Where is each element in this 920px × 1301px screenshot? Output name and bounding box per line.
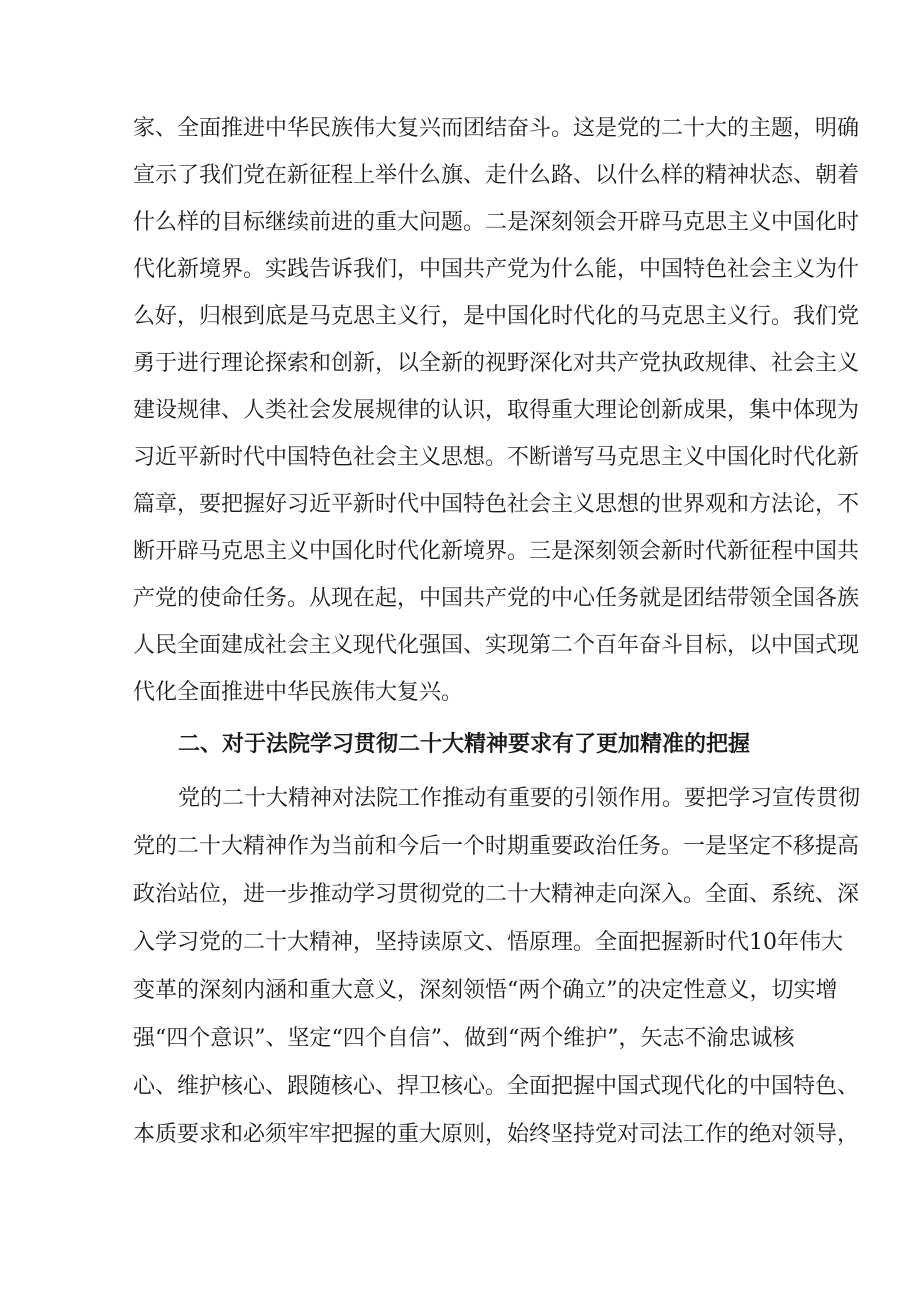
body-text-line: 变革的深刻内涵和重大意义，深刻领悟“两个确立”的决定性意义，切实增 <box>133 978 838 1003</box>
section-heading: 二、对于法院学习贯彻二十大精神要求有了更加精准的把握 <box>178 732 751 757</box>
body-text-line: 勇于进行理论探索和创新，以全新的视野深化对共产党执政规律、社会主义 <box>133 351 860 376</box>
body-text-line: 党的二十大精神对法院工作推动有重要的引领作用。要把学习宣传贯彻 <box>178 786 861 811</box>
body-text-line: 代化新境界。实践告诉我们，中国共产党为什么能，中国特色社会主义为什 <box>133 257 860 282</box>
body-text-line: 产党的使命任务。从现在起，中国共产党的中心任务就是团结带领全国各族 <box>133 586 860 611</box>
body-text-line: 代化全面推进中华民族伟大复兴。 <box>133 680 464 705</box>
body-text-line: 心、维护核心、跟随核心、捍卫核心。全面把握中国式现代化的中国特色、 <box>133 1074 860 1099</box>
body-text-line: 建设规律、人类社会发展规律的认识，取得重大理论创新成果，集中体现为 <box>133 398 860 423</box>
body-text-line: 么好，归根到底是马克思主义行，是中国化时代化的马克思主义行。我们党 <box>133 304 860 329</box>
body-text-line: 党的二十大精神作为当前和今后一个时期重要政治任务。一是坚定不移提高 <box>133 834 860 859</box>
body-text-line: 政治站位，进一步推动学习贯彻党的二十大精神走向深入。全面、系统、深 <box>133 882 860 907</box>
body-text-line: 习近平新时代中国特色社会主义思想。不断谱写马克思主义中国化时代化新 <box>133 445 860 470</box>
body-text-line: 家、全面推进中华民族伟大复兴而团结奋斗。这是党的二十大的主题，明确 <box>133 116 860 141</box>
body-text-line: 断开辟马克思主义中国化时代化新境界。三是深刻领会新时代新征程中国共 <box>133 539 860 564</box>
body-text-line: 什么样的目标继续前进的重大问题。二是深刻领会开辟马克思主义中国化时 <box>133 210 860 235</box>
body-text-line: 宣示了我们党在新征程上举什么旗、走什么路、以什么样的精神状态、朝着 <box>133 163 860 188</box>
body-text-line: 篇章，要把握好习近平新时代中国特色社会主义思想的世界观和方法论，不 <box>133 492 860 517</box>
body-text-line: 本质要求和必须牢牢把握的重大原则，始终坚持党对司法工作的绝对领导， <box>133 1122 860 1147</box>
body-text-line: 入学习党的二十大精神，坚持读原文、悟原理。全面把握新时代10年伟大 <box>133 930 843 955</box>
body-text-line: 人民全面建成社会主义现代化强国、实现第二个百年奋斗目标，以中国式现 <box>133 633 860 658</box>
body-text-line: 强“四个意识”、坚定“四个自信”、做到“两个维护”，矢志不渝忠诚核 <box>133 1026 795 1051</box>
